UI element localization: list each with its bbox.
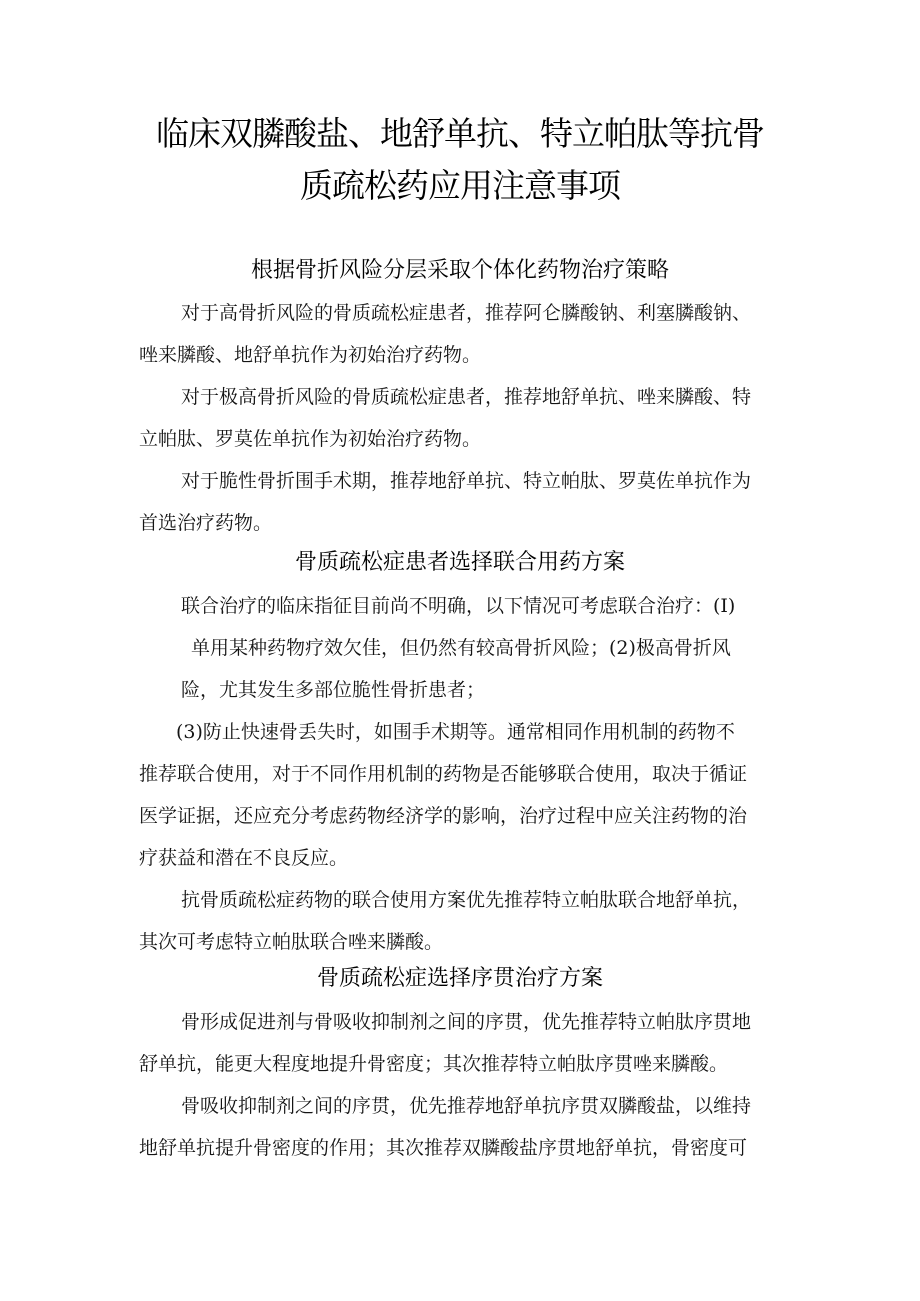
document-title-line-2: 质疏松药应用注意事项 (300, 166, 620, 205)
paragraph-line: 骨形成促进剂与骨吸收抑制剂之间的序贯，优先推荐特立帕肽序贯地 (181, 1011, 752, 1033)
paragraph-line: 地舒单抗提升骨密度的作用；其次推荐双膦酸盐序贯地舒单抗，骨密度可 (139, 1137, 748, 1159)
document-title-line-1: 临床双膦酸盐、地舒单抗、特立帕肽等抗骨 (156, 114, 764, 153)
paragraph-line: 首选治疗药物。 (139, 512, 273, 534)
paragraph-line: 其次可考虑特立帕肽联合唑来膦酸。 (139, 931, 444, 953)
paragraph-line: 单用某种药物疗效欠佳，但仍然有较高骨折风险；(2)极高骨折风 (191, 637, 731, 659)
paragraph-line: 唑来膦酸、地舒单抗作为初始治疗药物。 (139, 344, 482, 366)
paragraph-line: 立帕肽、罗莫佐单抗作为初始治疗药物。 (139, 428, 482, 450)
section-heading: 根据骨折风险分层采取个体化药物治疗策略 (250, 258, 669, 283)
paragraph-line: 舒单抗，能更大程度地提升骨密度；其次推荐特立帕肽序贯唑来膦酸。 (139, 1053, 729, 1075)
paragraph-line: 险，尤其发生多部位脆性骨折患者； (181, 679, 486, 701)
paragraph-line: 对于脆性骨折围手术期，推荐地舒单抗、特立帕肽、罗莫佐单抗作为 (181, 470, 752, 492)
paragraph-line: 抗骨质疏松症药物的联合使用方案优先推荐特立帕肽联合地舒单抗， (181, 889, 752, 911)
paragraph-line: 骨吸收抑制剂之间的序贯，优先推荐地舒单抗序贯双膦酸盐，以维持 (181, 1095, 752, 1117)
section-heading: 骨质疏松症患者选择联合用药方案 (294, 550, 625, 575)
paragraph-line: (3)防止快速骨丢失时，如围手术期等。通常相同作用机制的药物不 (176, 721, 735, 743)
paragraph-line: 对于高骨折风险的骨质疏松症患者，推荐阿仑膦酸钠、利塞膦酸钠、 (181, 302, 752, 324)
paragraph-line: 推荐联合使用，对于不同作用机制的药物是否能够联合使用，取决于循证 (139, 763, 748, 785)
paragraph-line: 联合治疗的临床指征目前尚不明确，以下情况可考虑联合治疗：(I) (181, 595, 736, 617)
paragraph-line: 对于极高骨折风险的骨质疏松症患者，推荐地舒单抗、唑来膦酸、特 (181, 386, 752, 408)
paragraph-line: 疗获益和潜在不良反应。 (139, 847, 349, 869)
section-heading: 骨质疏松症选择序贯治疗方案 (316, 966, 603, 991)
paragraph-line: 医学证据，还应充分考虑药物经济学的影响，治疗过程中应关注药物的治 (139, 805, 748, 827)
